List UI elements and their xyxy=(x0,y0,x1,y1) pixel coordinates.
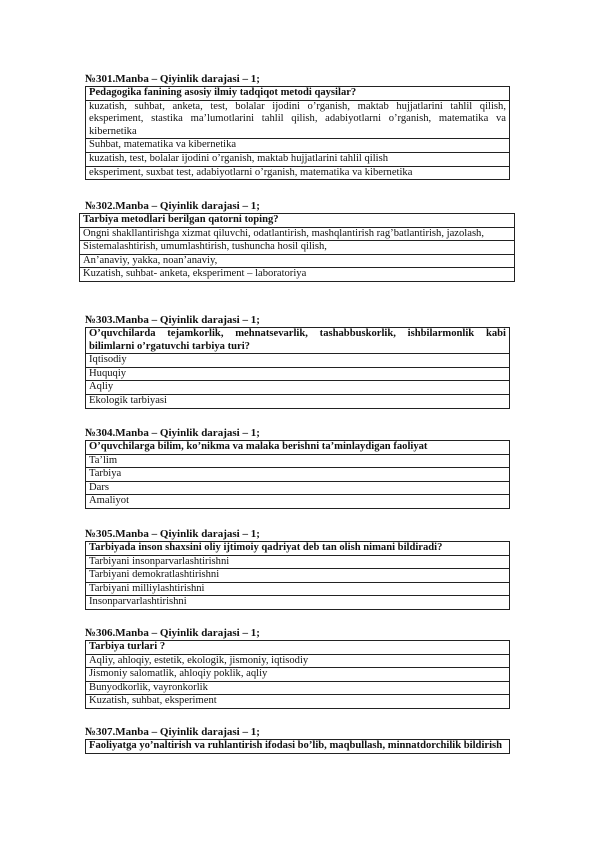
question-text: O’quvchilarda tejamkorlik, mehnatsevarlik, tashabbuskorlik, ishbilarmonlik kabi bilimlarni o’rgatuvchi tarbiya turi? xyxy=(86,328,510,354)
question-heading: №302.Manba – Qiyinlik darajasi – 1; xyxy=(85,200,260,212)
answer-option: Tarbiyani insonparvarlashtirishni xyxy=(86,555,510,569)
question-block-303 xyxy=(85,314,510,409)
answer-option: Tarbiyani demokratlashtirishni xyxy=(86,569,510,583)
question-table xyxy=(85,440,510,509)
question-table xyxy=(85,327,510,409)
answer-option: Kuzatish, suhbat- anketa, eksperiment – laboratoriya xyxy=(80,268,515,282)
answer-option: Sistemalashtirish, umumlashtirish, tushuncha hosil qilish, xyxy=(80,241,515,255)
answer-option: Ta’lim xyxy=(86,454,510,468)
question-text: Tarbiyada inson shaxsini oliy ijtimoiy qadriyat deb tan olish nimani bildiradi? xyxy=(86,542,510,556)
answer-option: Huquqiy xyxy=(86,367,510,381)
answer-option: Tarbiyani milliylashtirishni xyxy=(86,582,510,596)
answer-option: An’anaviy, yakka, noan’anaviy, xyxy=(80,254,515,268)
question-text: Tarbiya metodlari berilgan qatorni toping? xyxy=(80,214,515,228)
question-table xyxy=(85,541,510,610)
answer-option: Kuzatish, suhbat, eksperiment xyxy=(86,695,510,709)
question-block-302 xyxy=(79,200,515,282)
question-heading: №304.Manba – Qiyinlik darajasi – 1; xyxy=(85,427,260,439)
question-text: Faoliyatga yo’naltirish va ruhlantirish ifodasi bo’lib, maqbullash, minnatdorchilik bildirish xyxy=(86,740,510,754)
question-heading: №305.Manba – Qiyinlik darajasi – 1; xyxy=(85,528,260,540)
answer-option: Tarbiya xyxy=(86,468,510,482)
answer-option: Insonparvarlashtirishni xyxy=(86,596,510,610)
answer-option: Aqliy xyxy=(86,381,510,395)
answer-option: Amaliyot xyxy=(86,495,510,509)
answer-option: Ekologik tarbiyasi xyxy=(86,394,510,408)
question-heading: №307.Manba – Qiyinlik darajasi – 1; xyxy=(85,726,260,738)
answer-option: kuzatish, suhbat, anketa, test, bolalar ijodini o’rganish, maktab hujjatlarini tahlil qilish, eksperiment, stastika ma’lumotlarini tahlil qilish, adabiyotlarni o’rganish, matematika va kibernetika xyxy=(86,100,510,139)
question-table xyxy=(79,213,515,282)
question-table xyxy=(85,86,510,180)
answer-option: Dars xyxy=(86,481,510,495)
answer-option: Aqliy, ahloqiy, estetik, ekologik, jismoniy, iqtisodiy xyxy=(86,654,510,668)
question-table xyxy=(85,640,510,709)
answer-option: Iqtisodiy xyxy=(86,354,510,368)
question-heading: №303.Manba – Qiyinlik darajasi – 1; xyxy=(85,314,260,326)
answer-option: kuzatish, test, bolalar ijodini o’rganish, maktab hujjatlarini tahlil qilish xyxy=(86,152,510,166)
answer-option: Suhbat, matematika va kibernetika xyxy=(86,139,510,153)
question-block-306 xyxy=(85,627,510,709)
question-text: Pedagogika fanining asosiy ilmiy tadqiqot metodi qaysilar? xyxy=(86,87,510,101)
question-text: Tarbiya turlari ? xyxy=(86,641,510,655)
question-heading: №306.Manba – Qiyinlik darajasi – 1; xyxy=(85,627,260,639)
answer-option: Jismoniy salomatlik, ahloqiy poklik, aqliy xyxy=(86,668,510,682)
question-text: O’quvchilarga bilim, ko’nikma va malaka berishni ta’minlaydigan faoliyat xyxy=(86,441,510,455)
answer-option: Ongni shakllantirishga xizmat qiluvchi, odatlantirish, mashqlantirish rag’batlantirish, jazolash, xyxy=(80,227,515,241)
question-block-304 xyxy=(85,427,510,509)
question-block-301 xyxy=(85,73,510,180)
question-block-307 xyxy=(85,726,510,754)
answer-option: Bunyodkorlik, vayronkorlik xyxy=(86,681,510,695)
question-heading: №301.Manba – Qiyinlik darajasi – 1; xyxy=(85,73,260,85)
question-block-305 xyxy=(85,528,510,610)
answer-option: eksperiment, suxbat test, adabiyotlarni o’rganish, matematika va kibernetika xyxy=(86,166,510,180)
question-table xyxy=(85,739,510,754)
